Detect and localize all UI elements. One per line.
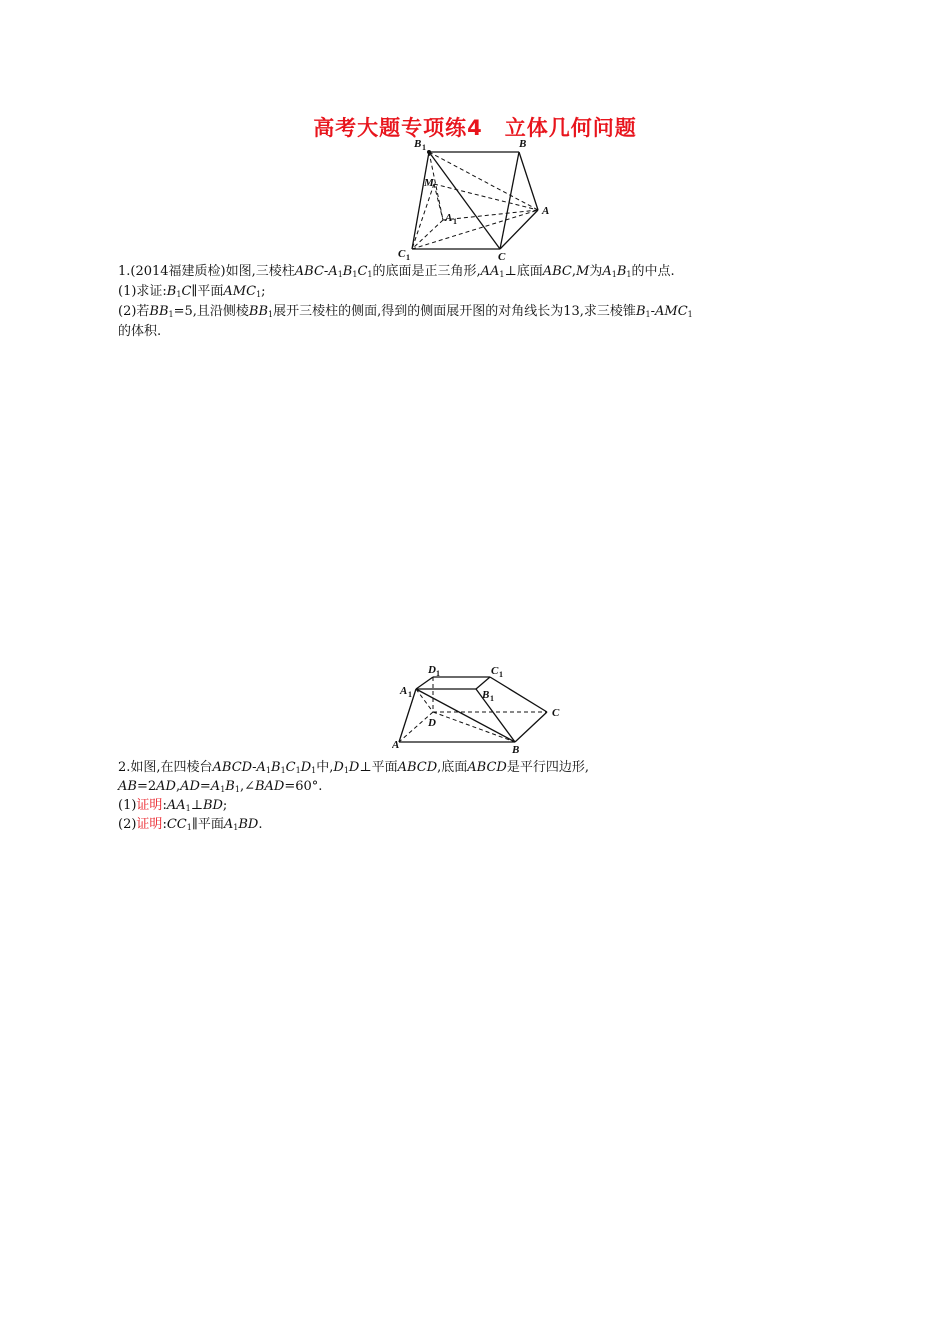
svg-text:1: 1 bbox=[406, 253, 410, 262]
label-B: B bbox=[519, 138, 527, 150]
label-A1: A bbox=[400, 685, 408, 697]
label-D: D bbox=[428, 717, 436, 729]
svg-text:1: 1 bbox=[453, 217, 457, 226]
label-B: B bbox=[512, 744, 520, 756]
page-title: 高考大题专项练4 立体几何问题 bbox=[313, 116, 637, 140]
svg-text:1: 1 bbox=[499, 670, 503, 679]
problem1-stem: 1.(2014福建质检)如图,三棱柱ABC-$A_1B_1C_1$的底面是正三角形$,AA_1\perp$底面ABC,M为$A_1B_1$的中点. bbox=[118, 264, 675, 279]
problem1-part1: (1)求证$:B_1C\parallel$平面$AMC_1$; bbox=[118, 284, 266, 299]
problem1-part2: (2)若$BB_1=5$,且沿侧棱$BB_1$展开三棱柱的侧面,得到的侧面展开图的对角线长为13,求三棱锥$B_1-AMC_1$ bbox=[118, 304, 693, 319]
label-C: C bbox=[552, 707, 560, 719]
label-A: A bbox=[542, 205, 550, 217]
label-B1: B bbox=[414, 138, 422, 150]
label-C1: C bbox=[491, 665, 499, 677]
svg-text:1: 1 bbox=[436, 669, 440, 678]
problem2-part2: (2)证明$:CC_1\parallel$平面$A_1BD$. bbox=[118, 817, 263, 832]
svg-text:1: 1 bbox=[408, 690, 412, 699]
frustum-figure bbox=[392, 660, 572, 760]
problem2-conditions: $AB=2AD,AD=A_1B_1,\angle BAD=60^\circ$. bbox=[118, 779, 323, 794]
prism-figure bbox=[388, 132, 563, 262]
label-A: A bbox=[392, 739, 400, 751]
label-C: C bbox=[498, 251, 506, 262]
svg-text:1: 1 bbox=[422, 143, 426, 152]
problem1-part2-cont: 的体积. bbox=[118, 324, 162, 339]
label-D1: D bbox=[428, 664, 436, 676]
label-M: M bbox=[424, 177, 434, 189]
problem2-part1: (1)证明$:AA_1\perp BD$; bbox=[118, 798, 228, 813]
label-B1: B bbox=[482, 689, 490, 701]
svg-text:1: 1 bbox=[490, 694, 494, 703]
label-C1: C bbox=[398, 248, 406, 260]
problem2-stem: 2.如图,在四棱台ABCD-$A_1B_1C_1D_1$中$,D_1D\perp$平面ABCD,底面ABCD是平行四边形, bbox=[118, 760, 589, 775]
label-A1: A bbox=[445, 212, 453, 224]
